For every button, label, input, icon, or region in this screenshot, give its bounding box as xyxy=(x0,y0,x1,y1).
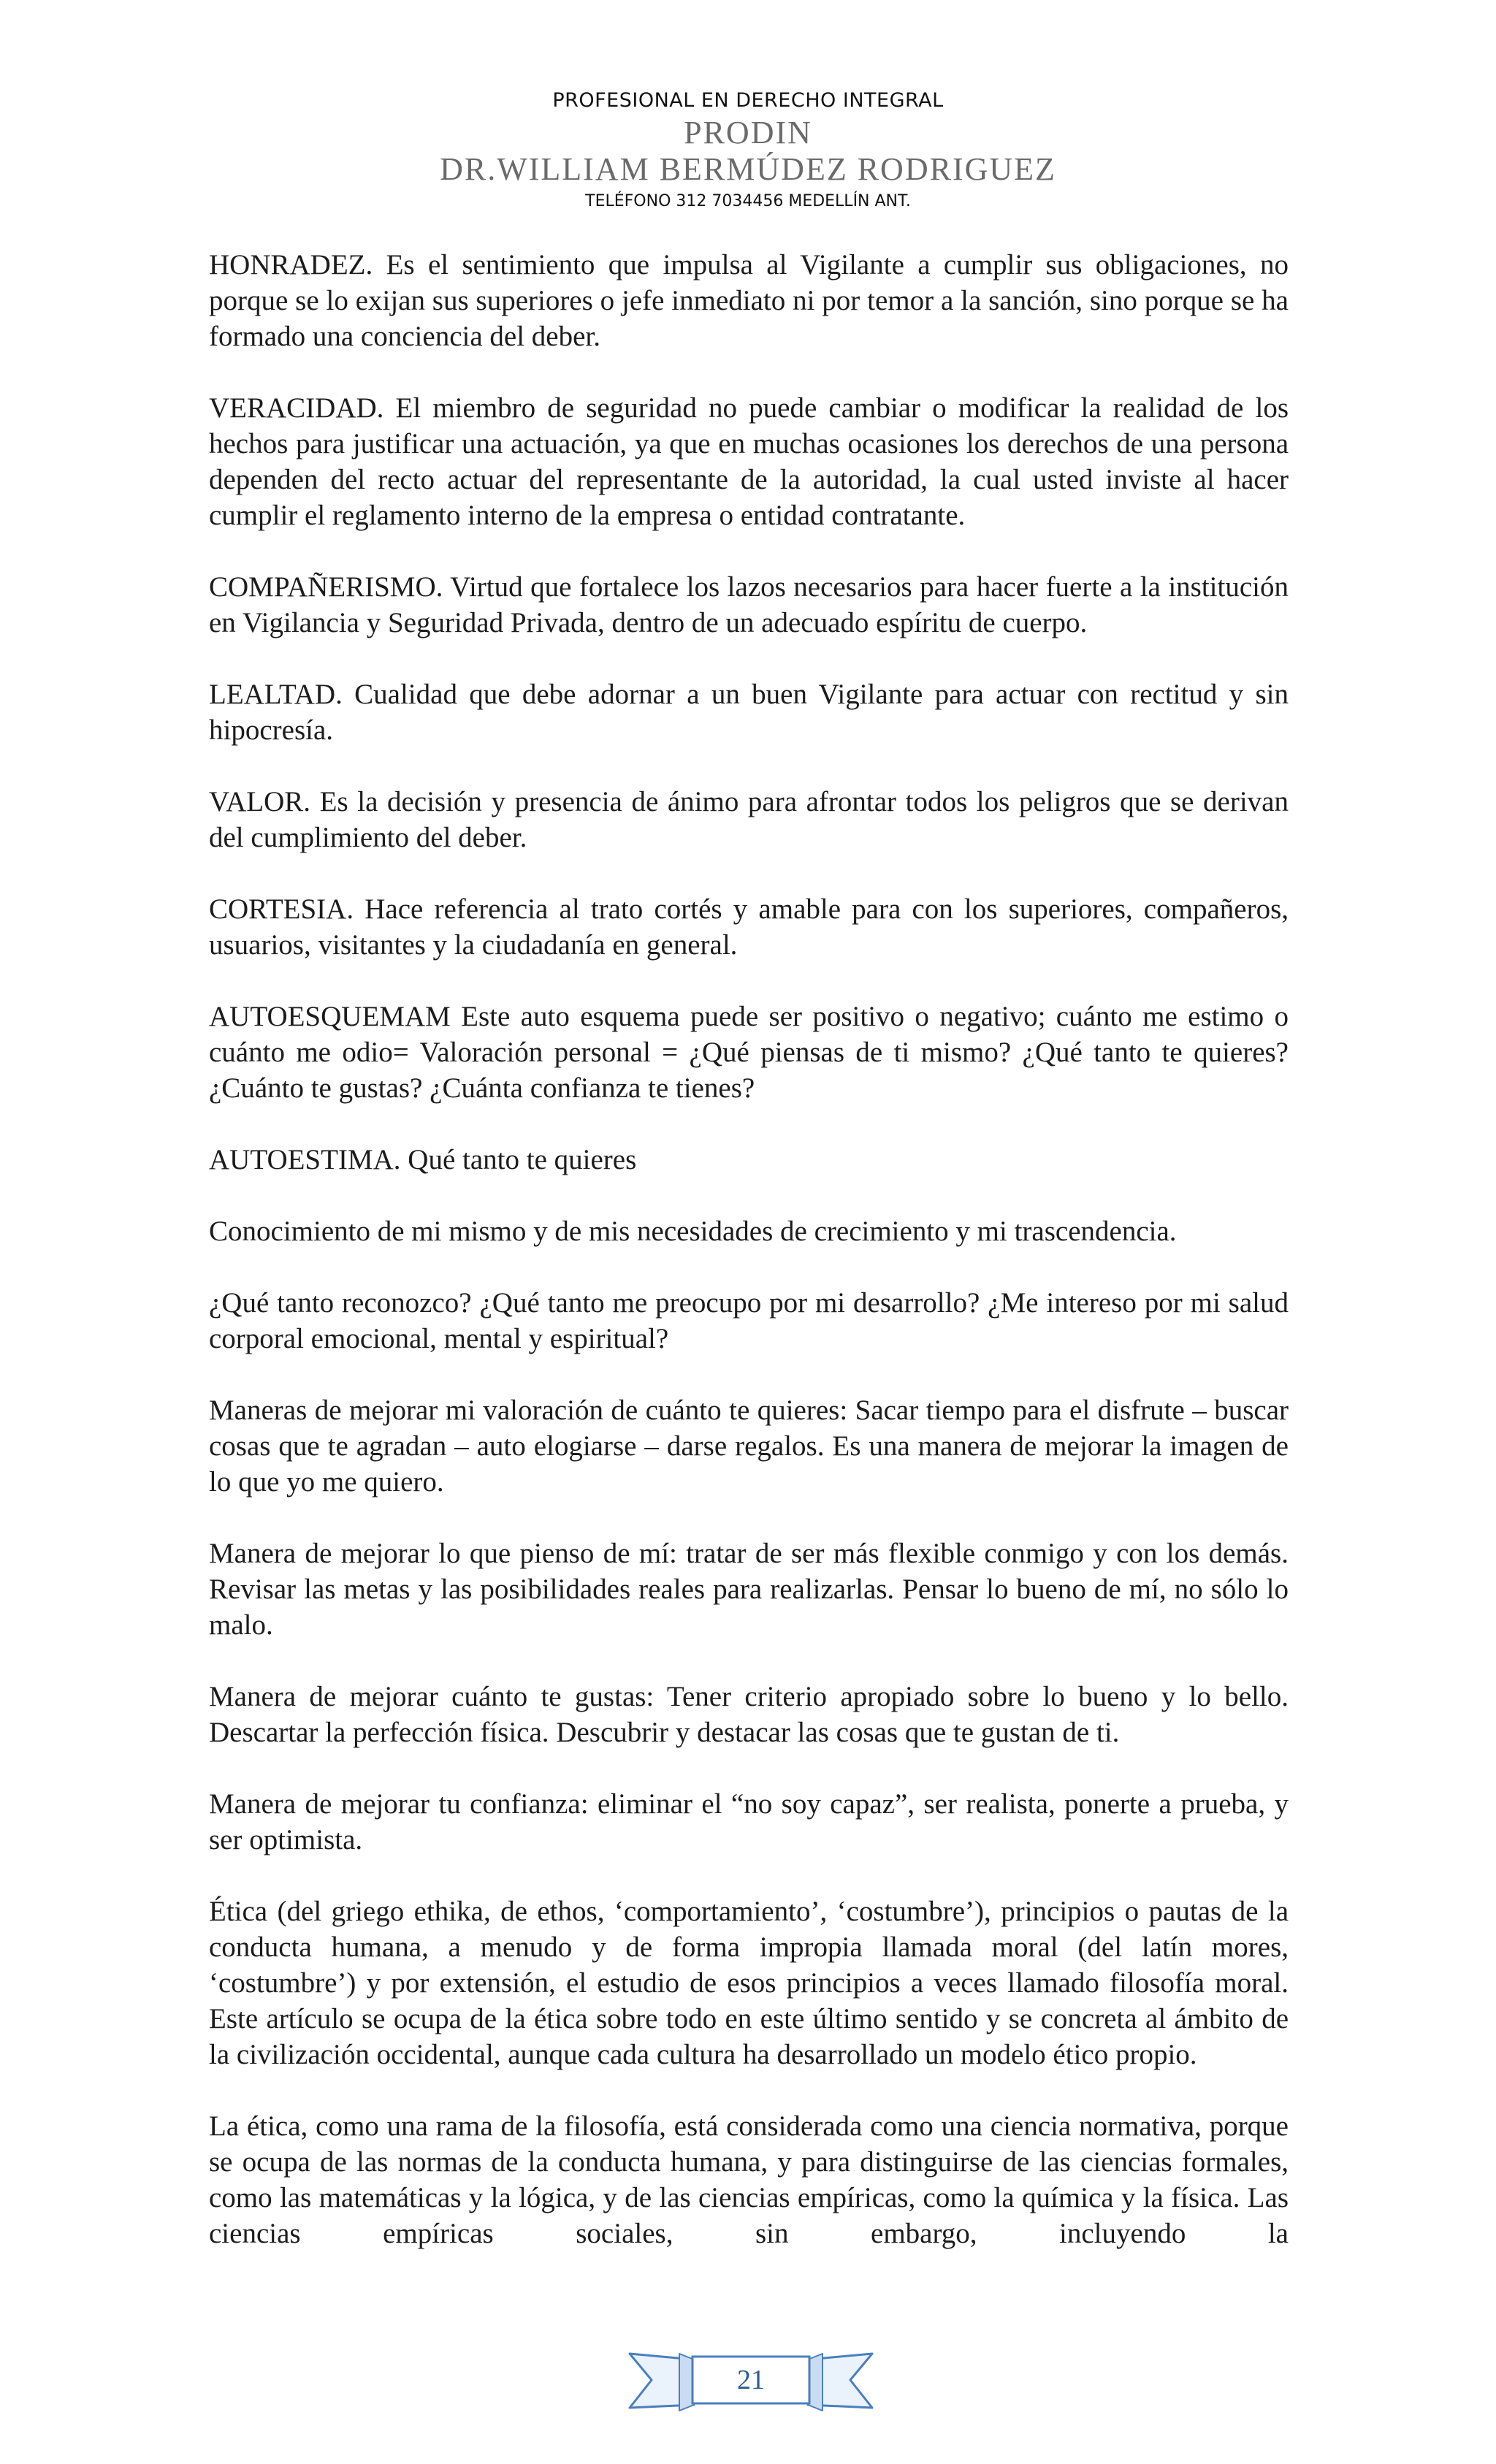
paragraph-lealtad: LEALTAD. Cualidad que debe adornar a un buen Vigilante para actuar con rectitud y sin hipocresía. xyxy=(209,679,1289,746)
header-contact: TELÉFONO 312 7034456 MEDELLÍN ANT. xyxy=(585,192,911,210)
paragraph-valor: VALOR. Es la decisión y presencia de ánimo para afrontar todos los peligros que se derivan del cumplimiento del deber. xyxy=(209,786,1289,853)
paragraph-companerismo: COMPAÑERISMO. Virtud que fortalece los lazos necesarios para hacer fuerte a la institución en Vigilancia y Seguridad Privada, dentro de un adecuado espíritu de cuerpo. xyxy=(209,571,1289,638)
header-author-name: DR.WILLIAM BERMÚDEZ RODRIGUEZ xyxy=(440,151,1056,187)
paragraph-veracidad: VERACIDAD. El miembro de seguridad no puede cambiar o modificar la realidad de los hechos para justificar una actuación, ya que en muchas ocasiones los derechos de una persona dependen del recto actuar del representante de la autoridad, la cual usted inviste al hacer cumplir el reglamento interno de la empresa o entidad contratante. xyxy=(209,392,1289,531)
paragraph-etica-ciencia: La ética, como una rama de la filosofía, está considerada como una ciencia normativa, porque se ocupa de las normas de la conducta humana, y para distinguirse de las ciencias formales, como las matemáticas y la lógica, y de las ciencias empíricas, como la química y la física. Las ciencias empíricas sociales, sin embargo, incluyendo la xyxy=(209,2110,1289,2249)
document-body xyxy=(209,247,1289,2251)
paragraph-cortesia: CORTESIA. Hace referencia al trato cortés y amable para con los superiores, compañeros, usuarios, visitantes y la ciudadanía en general. xyxy=(209,893,1289,961)
header-acronym: PRODIN xyxy=(684,115,812,150)
paragraph-honradez: HONRADEZ. Es el sentimiento que impulsa al Vigilante a cumplir sus obligaciones, no porque se lo exijan sus superiores o jefe inmediato ni por temor a la sanción, sino porque se ha formado una conciencia del deber. xyxy=(209,249,1289,352)
paragraph-autoestima: AUTOESTIMA. Qué tanto te quieres xyxy=(209,1144,637,1175)
document-header xyxy=(0,86,1496,215)
paragraph-confianza: Manera de mejorar tu confianza: eliminar el “no soy capaz”, ser realista, ponerte a prueba, y ser optimista. xyxy=(209,1788,1289,1855)
paragraph-lo-que-pienso: Manera de mejorar lo que pienso de mí: tratar de ser más flexible conmigo y con los demás. Revisar las metas y las posibilidades reales para realizarlas. Pensar lo bueno de mí, no sólo lo malo. xyxy=(209,1538,1289,1641)
paragraph-cuanto-te-quieres: Maneras de mejorar mi valoración de cuánto te quieres: Sacar tiempo para el disfrute – buscar cosas que te agradan – auto elogiarse – darse regalos. Es una manera de mejorar la imagen de lo que yo me quiero. xyxy=(209,1395,1289,1498)
header-profession: PROFESIONAL EN DERECHO INTEGRAL xyxy=(552,89,944,112)
page-number: 21 xyxy=(737,2365,765,2395)
paragraph-conocimiento: Conocimiento de mi mismo y de mis necesidades de crecimiento y mi trascendencia. xyxy=(209,1216,1177,1247)
paragraph-preguntas: ¿Qué tanto reconozco? ¿Qué tanto me preocupo por mi desarrollo? ¿Me intereso por mi salud corporal emocional, mental y espiritual? xyxy=(209,1287,1289,1354)
paragraph-etica: Ética (del griego ethika, de ethos, ‘comportamiento’, ‘costumbre’), principios o pautas de la conducta humana, a menudo y de forma impropia llamada moral (del latín mores, ‘costumbre’) y por extensión, el estudio de esos principios a veces llamado filosofía moral. Este artículo se ocupa de la ética sobre todo en este último sentido y se concreta al ámbito de la civilización occidental, aunque cada cultura ha desarrollado un modelo ético propio. xyxy=(209,1896,1289,2070)
paragraph-cuanto-te-gustas: Manera de mejorar cuánto te gustas: Tener criterio apropiado sobre lo bueno y lo bello. Descartar la perfección física. Descubrir y destacar las cosas que te gustan de ti. xyxy=(209,1681,1289,1748)
page-number-badge xyxy=(627,2343,875,2424)
paragraph-autoesquema: AUTOESQUEMAM Este auto esquema puede ser positivo o negativo; cuánto me estimo o cuánto me odio= Valoración personal = ¿Qué piensas de ti mismo? ¿Qué tanto te quieres? ¿Cuánto te gustas? ¿Cuánta confianza te tienes? xyxy=(209,1001,1289,1104)
